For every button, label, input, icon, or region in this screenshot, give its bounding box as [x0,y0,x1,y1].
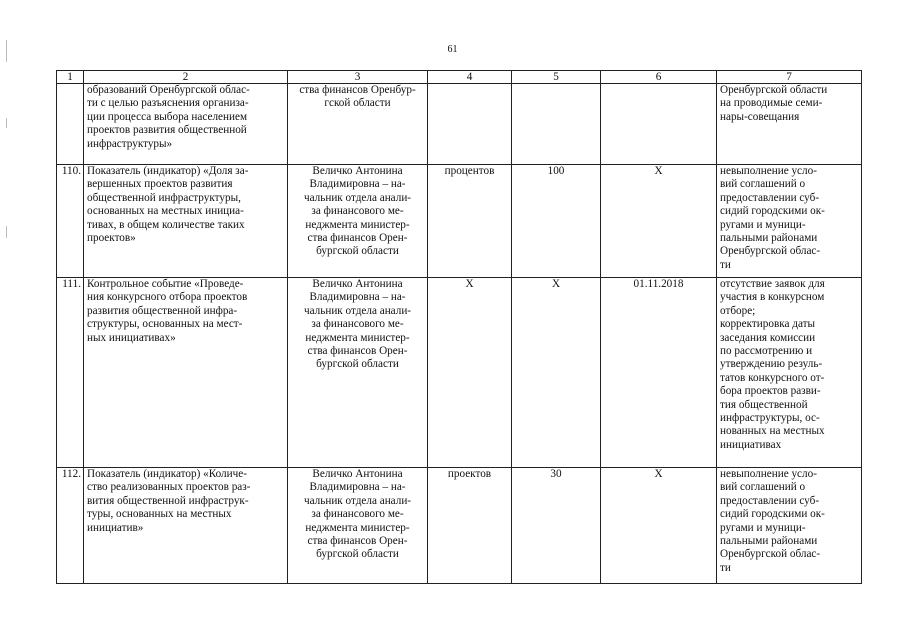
deadline: X [601,468,717,584]
deadline: X [601,165,717,278]
column-header: 6 [601,71,717,84]
table-row [57,468,862,584]
risk-description: невыполнение усло- вий соглашений о предоставлении суб- сидий городскими ок- ругами и муници- пальными районами Оренбургской облас- ти [717,165,862,278]
target-value: X [512,278,601,468]
table-row [57,84,862,165]
risk-description: невыполнение усло- вий соглашений о предоставлении суб- сидий городскими ок- ругами и муници- пальными районами Оренбургской облас- ти [717,468,862,584]
item-name: Показатель (индикатор) «Доля за- вершенных проектов развития общественной инфраструктуры, основанных на местных инициа- тивах, в общем количестве таких проектов» [84,165,288,278]
deadline: 01.11.2018 [601,278,717,468]
target-value [512,84,601,165]
item-name: образований Оренбургской облас- ти с целью разъяснения организа- ции процесса выбора населением проектов развития общественной инфраструктуры» [84,84,288,165]
deadline [601,84,717,165]
responsible-person: Величко Антонина Владимировна – на- чальник отдела анали- за финансового ме- неджмента министер- ства финансов Орен- бургской области [288,278,428,468]
responsible-person: Величко Антонина Владимировна – на- чальник отдела анали- за финансового ме- неджмента министер- ства финансов Орен- бургской области [288,468,428,584]
table-row [57,165,862,278]
unit: процентов [428,165,512,278]
unit: проектов [428,468,512,584]
table-header-row [57,71,862,84]
column-header: 3 [288,71,428,84]
responsible-person: ства финансов Оренбур- гской области [288,84,428,165]
scan-artifact-line [6,118,7,128]
column-header: 2 [84,71,288,84]
unit [428,84,512,165]
row-number: 112. [57,468,84,584]
risk-description: Оренбургской области на проводимые семи- нары-совещания [717,84,862,165]
plan-table [56,70,862,584]
column-header: 5 [512,71,601,84]
unit: X [428,278,512,468]
page-number: 61 [447,44,458,55]
target-value: 100 [512,165,601,278]
column-header: 7 [717,71,862,84]
row-number: 111. [57,278,84,468]
responsible-person: Величко Антонина Владимировна – на- чальник отдела анали- за финансового ме- неджмента министер- ства финансов Орен- бургской области [288,165,428,278]
target-value: 30 [512,468,601,584]
item-name: Показатель (индикатор) «Количе- ство реализованных проектов раз- вития общественной инфраструк- туры, основанных на местных инициатив» [84,468,288,584]
column-header: 1 [57,71,84,84]
scan-artifact-line [6,226,7,238]
scan-artifact-line [6,40,7,62]
table-row [57,278,862,468]
column-header: 4 [428,71,512,84]
risk-description: отсутствие заявок для участия в конкурсном отборе; корректировка даты заседания комиссии по рассмотрению и утверждению резуль- татов конкурсного от- бора проектов разви- тия общественной инфраструктуры, ос- нованных на местных инициативах [717,278,862,468]
row-number: 110. [57,165,84,278]
item-name: Контрольное событие «Проведе- ния конкурсного отбора проектов развития общественной инфра- структуры, основанных на мест- ных инициативах» [84,278,288,468]
row-number [57,84,84,165]
